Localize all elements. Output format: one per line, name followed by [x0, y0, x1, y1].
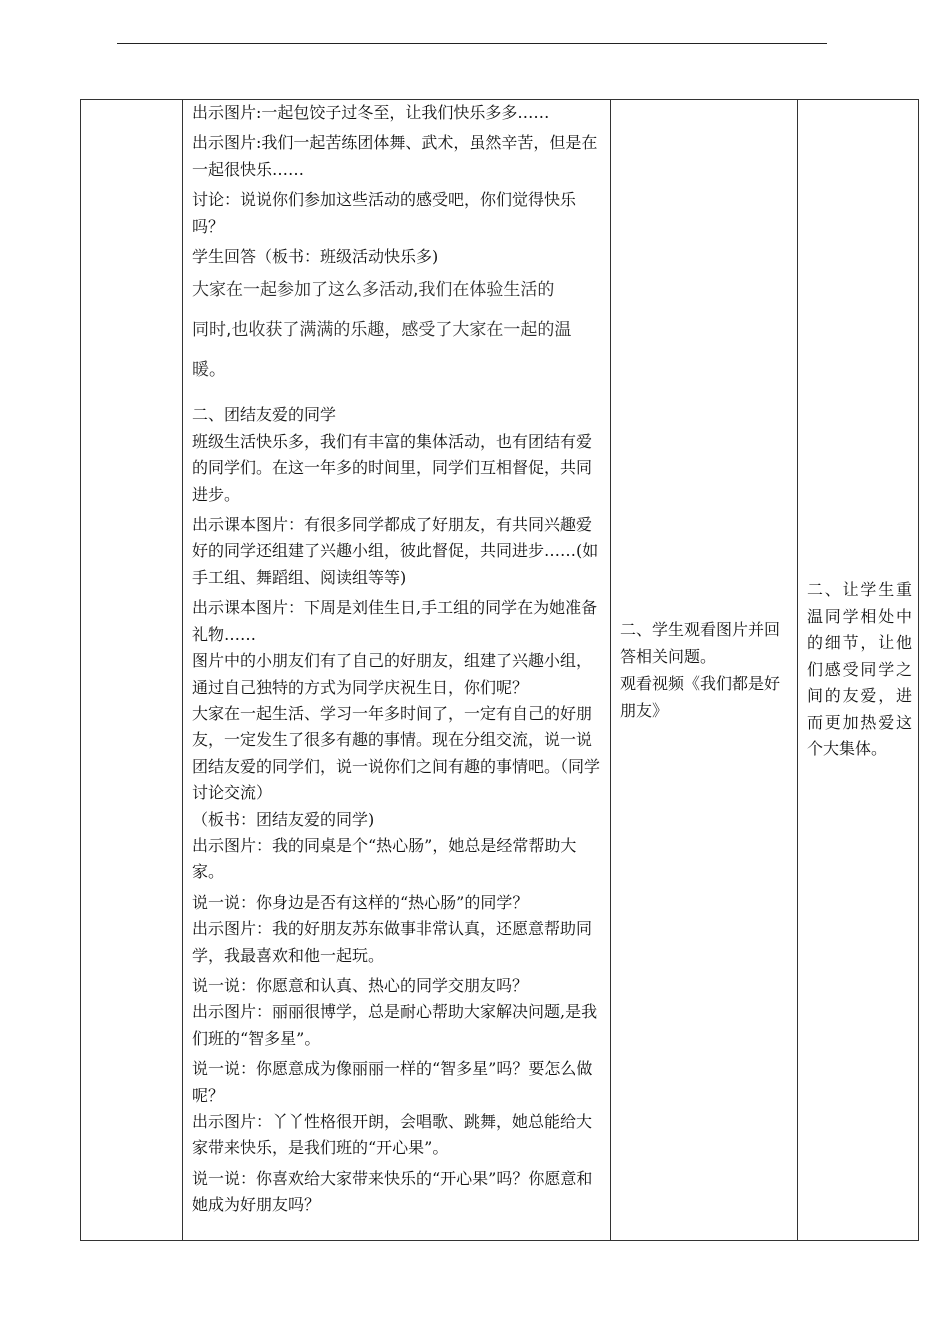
paragraph: 说一说：你愿意成为像丽丽一样的“智多星”吗？要怎么做呢？ [192, 1059, 593, 1105]
paragraph: 班级生活快乐多，我们有丰富的集体活动，也有团结有爱的同学们。在这一年多的时间里，同学们互相督促，共同进步。 [192, 431, 593, 504]
student-activity-line: 观看视频《我们都是好朋友》 [620, 674, 781, 720]
lesson-plan-table [80, 99, 919, 1241]
student-activity-line: 二、学生观看图片并回答相关问题。 [620, 620, 781, 666]
header-rule [117, 43, 827, 44]
activity-line: 出示图片:一起包饺子过冬至，让我们快乐多多…… [192, 103, 550, 122]
paragraph: 出示图片：我的好朋友苏东做事非常认真，还愿意帮助同学，我最喜欢和他一起玩。 [192, 919, 593, 965]
paragraph: 出示图片：丫丫性格很开朗，会唱歌、跳舞，她总能给大家带来快乐，是我们班的“开心果”。 [192, 1112, 593, 1158]
paragraph: 出示图片：丽丽很博学，总是耐心帮助大家解决问题,是我们班的“智多星”。 [192, 1002, 598, 1048]
paragraph: 说一说：你愿意和认真、热心的同学交朋友吗？ [192, 975, 529, 995]
paragraph: 出示课本图片：下周是刘佳生日,手工组的同学在为她准备礼物…… [192, 598, 598, 644]
blackboard-note: （板书：团结友爱的同学) [192, 809, 375, 829]
student-activity-cell [611, 100, 798, 1241]
teaching-process-cell [183, 100, 611, 1241]
section-heading: 二、团结友爱的同学 [192, 405, 337, 425]
activity-line: 讨论：说说你们参加这些活动的感受吧，你们觉得快乐吗？ [192, 190, 577, 236]
activity-line: 出示图片:我们一起苦练团体舞、武术，虽然辛苦，但是在一起很快乐…… [192, 133, 598, 179]
paragraph: 说一说：你喜欢给大家带来快乐的“开心果”吗？你愿意和她成为好朋友吗？ [192, 1168, 593, 1215]
blank-cell [81, 100, 183, 1241]
activity-line: 学生回答（板书：班级活动快乐多) [192, 247, 439, 267]
screenshot-text-line: 同时,也收获了满满的乐趣，感受了大家在一起的温 [192, 320, 572, 341]
design-intent-cell: 二、让学生重温同学相处中的细节，让他们感受同学之间的友爱，进而更加热爱这个大集体。 [798, 100, 919, 1241]
paragraph: 图片中的小朋友们有了自己的好朋友，组建了兴趣小组，通过自己独特的方式为同学庆祝生日，你们呢？ [192, 651, 593, 697]
paragraph: 出示课本图片：有很多同学都成了好朋友，有共同兴趣爱好的同学还组建了兴趣小组，彼此督促，共同进步……(如手工组、舞蹈组、阅读组等等) [192, 515, 599, 587]
screenshot-text-line: 大家在一起参加了这么多活动,我们在体验生活的 [192, 280, 555, 301]
paragraph: 出示图片：我的同桌是个“热心肠”，她总是经常帮助大家。 [192, 835, 577, 882]
paragraph: 说一说：你身边是否有这样的“热心肠”的同学？ [192, 892, 529, 912]
screenshot-text-line: 暖。 [192, 360, 226, 381]
paragraph: 大家在一起生活、学习一年多时间了，一定有自己的好朋友，一定发生了很多有趣的事情。现在分组交流，说一说团结友爱的同学们，说一说你们之间有趣的事情吧。（同学讨论交流） [192, 703, 601, 803]
table-row [81, 100, 919, 1241]
